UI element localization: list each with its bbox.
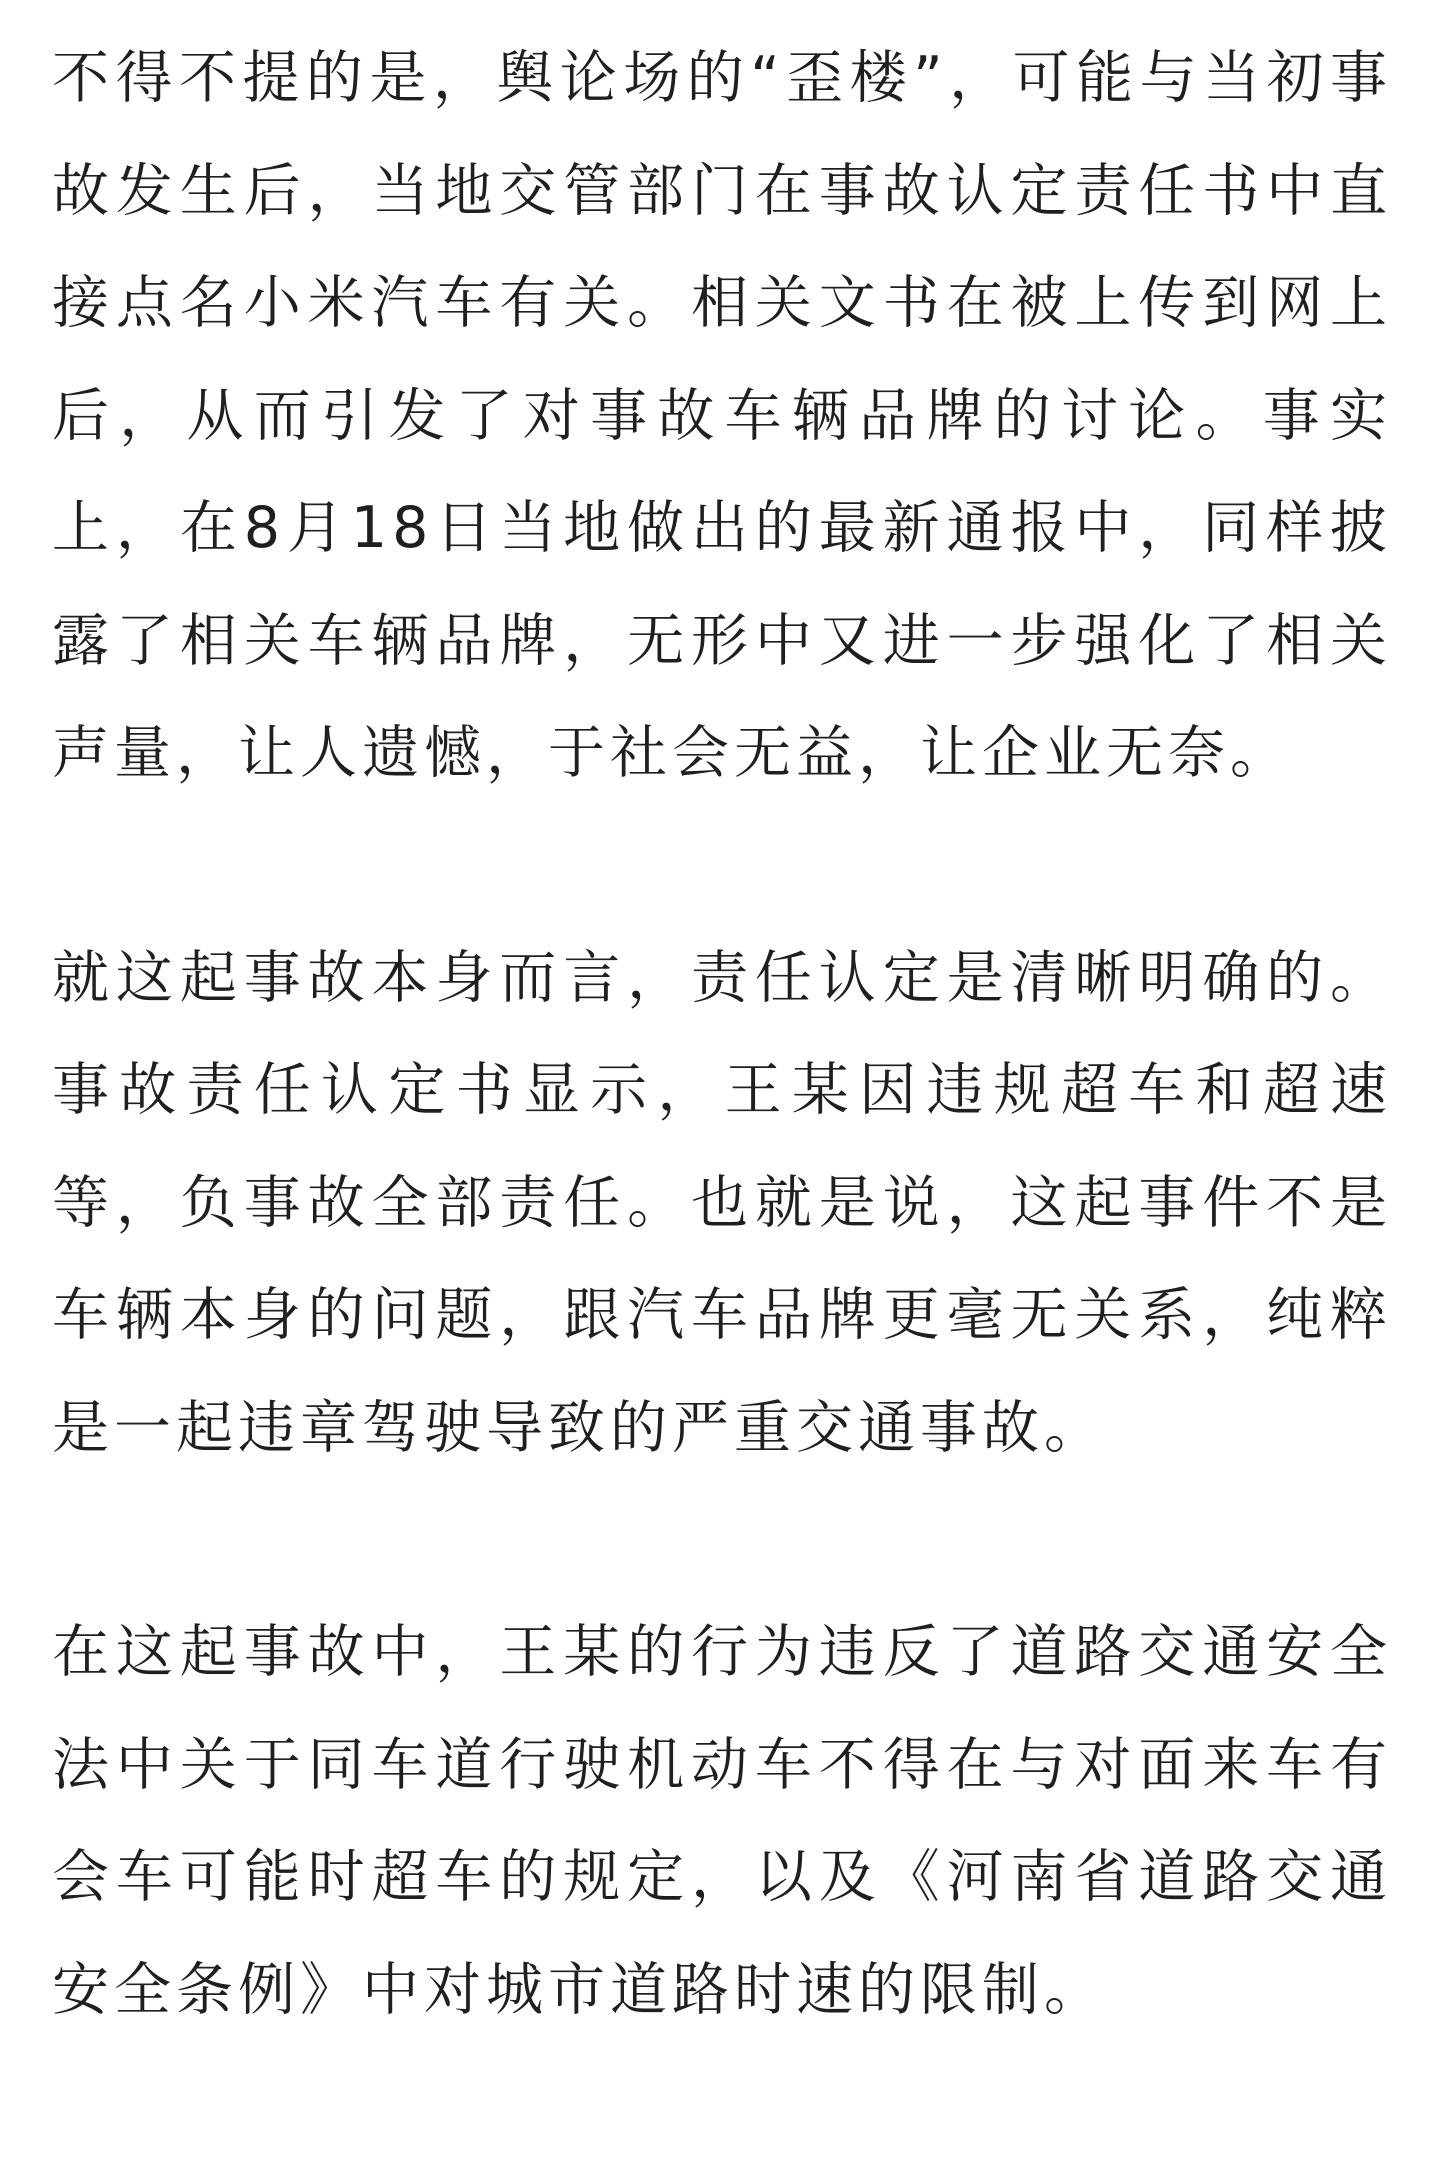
watermark-image	[1312, 2115, 1422, 2155]
article-body	[52, 22, 1392, 2046]
paragraph-2: 就这起事故本身而言，责任认定是清晰明确的。事故责任认定书显示，王某因违规超车和超速等，负事故全部责任。也就是说，这起事件不是车辆本身的问题，跟汽车品牌更毫无关系，纯粹是一起违章驾驶导致的严重交通事故。	[52, 944, 1392, 1461]
paragraph-3: 在这起事故中，王某的行为违反了道路交通安全法中关于同车道行驶机动车不得在与对面来车有会车可能时超车的规定，以及《河南省道路交通安全条例》中对城市道路时速的限制。	[52, 1619, 1392, 2023]
corner-watermark	[1302, 2105, 1422, 2155]
paragraph-1: 不得不提的是，舆论场的“歪楼”，可能与当初事故发生后，当地交管部门在事故认定责任书中直接点名小米汽车有关。相关文书在被上传到网上后，从而引发了对事故车辆品牌的讨论。事实上，在8月18日当地做出的最新通报中，同样披露了相关车辆品牌，无形中又进一步强化了相关声量，让人遗憾，于社会无益，让企业无奈。	[52, 45, 1392, 786]
